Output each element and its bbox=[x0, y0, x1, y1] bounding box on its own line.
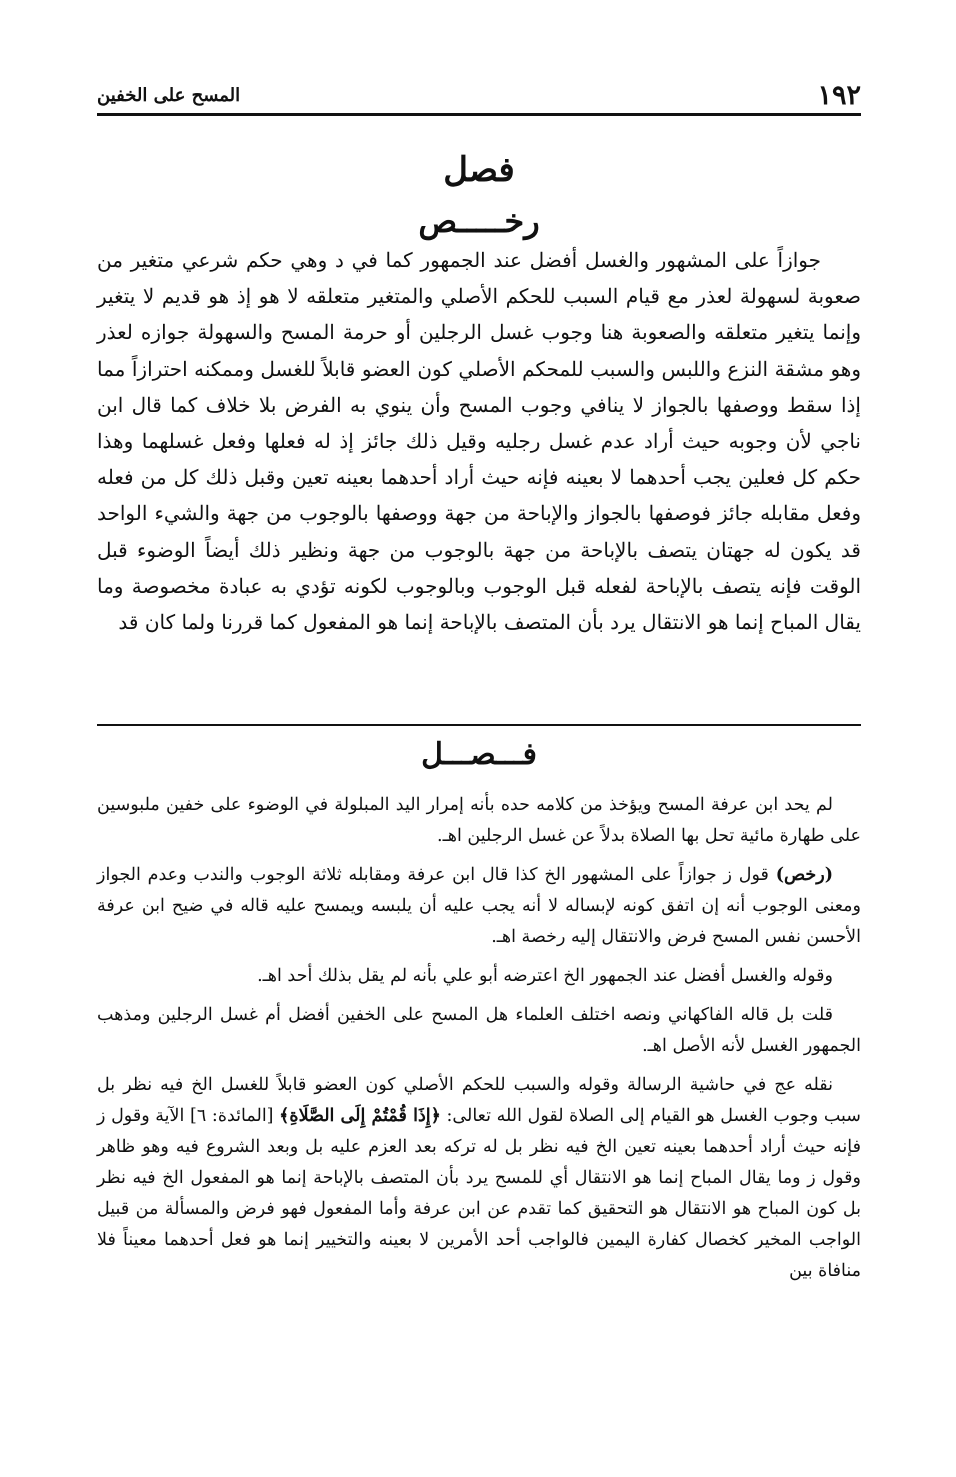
quran-verse: ﴿إِذَا قُمْتُمْ إِلَى الصَّلَاةِ﴾ bbox=[279, 1106, 441, 1126]
note-paragraph-2 bbox=[97, 860, 861, 953]
note-lead-term: (رخص) bbox=[775, 865, 833, 885]
note-paragraph-5 bbox=[97, 1070, 861, 1287]
running-title: المسح على الخفين bbox=[97, 85, 241, 106]
footnote-divider bbox=[97, 724, 861, 726]
note-paragraph-5-a: نقله عج في حاشية الرسالة وقوله والسبب للحكم الأصلي كون العضو قابلاً للغسل الخ فيه نظر بل سبب وجوب الغسل هو القيام إلى الصلاة لقول الله تعالى: bbox=[97, 1075, 861, 1126]
page-number: ١٩٢ bbox=[817, 80, 861, 111]
section-heading: فصل bbox=[443, 150, 515, 190]
note-paragraph-1: لم يحد ابن عرفة المسح ويؤخذ من كلامه حده بأنه إمرار اليد المبلولة في الوضوء على خفين ملبوسين على طهارة مائية تحل بها الصلاة بدلاً عن غسل الرجلين اهـ. bbox=[97, 795, 861, 846]
header-rule bbox=[97, 113, 861, 116]
note-paragraph-3: وقوله والغسل أفضل عند الجمهور الخ اعترضه أبو علي بأنه لم يقل بذلك أحد اهـ. bbox=[257, 966, 833, 986]
commentary-heading: فـــصـــل bbox=[421, 737, 537, 772]
note-paragraph-4: قلت بل قاله الفاكهاني ونصه اختلف العلماء هل المسح على الخفين أفضل أم غسل الرجلين ومذهب الجمهور الغسل لأنه الأصل اهـ. bbox=[97, 1005, 861, 1056]
main-text bbox=[97, 242, 861, 640]
commentary-notes bbox=[97, 790, 861, 1287]
main-paragraph: جوازاً على المشهور والغسل أفضل عند الجمهور كما في د وهي حكم شرعي متغير من صعوبة لسهولة لعذر مع قيام السبب للحكم الأصلي والمتغير متعلقه لا هو إذ هو قديم لا يتغير وإنما يتغير متعلقه والصعوبة هنا وجوب غسل الرجلين أو حرمة المسح والسهولة جوازه لعذر وهو مشقة النزع واللبس والسبب للمحكم الأصلي كون العضو قابلاً للغسل وممكنه احترازاً مما إذا سقط ووصفها بالجواز لا ينافي وجوب المسح وأن ينوي به الفرض بلا خلاف كما قال ابن ناجي لأن وجوبه حيث أراد عدم غسل رجليه وقيل ذلك جائز إذ له فعلها وفعل غسلهما وهذا حكم كل فعلين يجب أحدهما لا بعينه فإنه حيث أراد أحدهما بعينه تعين وقبل ذلك كل من فعله وفعل مقابله جائز فوصفها بالجواز والإباحة من جهة ووصفها بالوجوب من جهة والشيء الواحد قد يكون له جهتان يتصف بالإباحة من جهة بالوجوب من جهة ونظير ذلك أيضاً الوضوء قبل الوقت فإنه يتصف بالإباحة لفعله قبل الوجوب وبالوجوب لكونه تؤدي به عبادة مخصوصة وما يقال المباح إنما هو الانتقال يرد بأن المتصف بالإباحة إنما هو المفعول كما قررنا ولما كان قد bbox=[97, 248, 861, 635]
subsection-heading: رخـــــص bbox=[418, 202, 540, 240]
note-paragraph-2-text: قول ز جوازاً على المشهور الخ كذا قال ابن عرفة ومقابله ثلاثة الوجوب والندب وعدم الجواز ومعنى الوجوب أنه إن اتفق كونه لإبساله لا أنه يجب عليه أن يلبسه ويمسح عليه قاله في ضيح ابن عرفة الأحسن نفس المسح فرض والانتقال إليه رخصة اهـ. bbox=[97, 865, 861, 947]
running-header bbox=[97, 80, 861, 112]
note-paragraph-5-b: [المائدة: ٦] الآية وقول ز فإنه حيث أراد أحدهما بعينه تعين الخ فيه نظر بل له تركه بعد العزم عليه بل وبعد الشروع فيه وهو ظاهر وقول ز وما يقال المباح إنما هو الانتقال أي للمسح يرد بأن المتصف بالإباحة إنما هو المفعول الخ فيه نظر بل كون المباح هو الانتقال هو التحقيق كما تقدم عن ابن عرفة وأما المفعول فهو فرض والمسألة من قبيل الواجب المخير كخصال كفارة اليمين فالواجب أحد الأمرين لا بعينه والتخيير إنما هو فعل أحدهما معيناً فلا منافاة بين bbox=[97, 1106, 861, 1281]
